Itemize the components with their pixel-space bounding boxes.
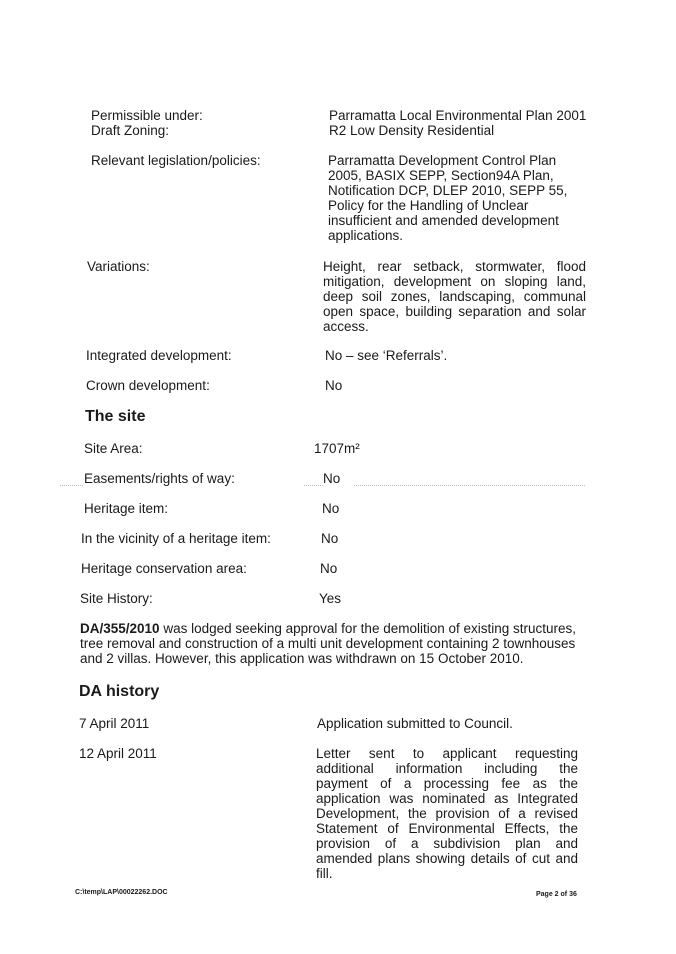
label-heritage-conservation: Heritage conservation area: bbox=[81, 561, 247, 576]
label-relevant-legislation: Relevant legislation/policies: bbox=[91, 153, 261, 168]
site-history-text: was lodged seeking approval for the demolition of existing structures, tree removal and construction of a multi unit development containing 2 townhouses and 2 villas. However, this application was withdrawn on 15 October 2010. bbox=[80, 621, 577, 666]
label-integrated-development: Integrated development: bbox=[86, 348, 232, 363]
value-draft-zoning: R2 Low Density Residential bbox=[329, 123, 495, 138]
footer-file-path: C:\temp\LAP\00022262.DOC bbox=[75, 889, 168, 896]
label-heritage-item: Heritage item: bbox=[84, 501, 169, 516]
value-easements: No bbox=[323, 471, 353, 486]
value-crown-development: No bbox=[325, 378, 343, 393]
da-history-date-1: 7 April 2011 bbox=[79, 716, 150, 731]
value-relevant-legislation: Parramatta Development Control Plan 2005, BASIX SEPP, Section94A Plan, Notification DCP, DLEP 2010, SEPP 55, Policy for the Handling of Unclear insufficient and amended development applications. bbox=[328, 153, 568, 243]
value-site-area: 1707m² bbox=[314, 441, 360, 456]
footer-page-number: Page 2 of 36 bbox=[536, 891, 577, 898]
label-permissible-under: Permissible under: bbox=[91, 108, 203, 123]
label-variations: Variations: bbox=[87, 259, 150, 274]
value-heritage-item: No bbox=[322, 501, 340, 516]
label-draft-zoning: Draft Zoning: bbox=[91, 123, 170, 138]
value-vicinity-heritage: No bbox=[321, 531, 339, 546]
label-easements: Easements/rights of way: bbox=[84, 471, 304, 486]
value-permissible-under: Parramatta Local Environmental Plan 2001 bbox=[329, 108, 587, 123]
site-history-ref: DA/355/2010 bbox=[80, 621, 160, 636]
site-heading: The site bbox=[85, 408, 146, 425]
label-site-area: Site Area: bbox=[84, 441, 143, 456]
site-history-paragraph bbox=[80, 621, 586, 666]
value-variations: Height, rear setback, stormwater, flood mitigation, development on sloping land, deep soil zones, landscaping, communal open space, building separation and solar access. bbox=[323, 259, 586, 334]
label-vicinity-heritage: In the vicinity of a heritage item: bbox=[81, 531, 271, 546]
value-site-history: Yes bbox=[319, 591, 342, 606]
value-integrated-development: No – see ‘Referrals’. bbox=[325, 348, 448, 363]
label-site-history: Site History: bbox=[80, 591, 153, 606]
da-history-date-2: 12 April 2011 bbox=[79, 746, 157, 761]
da-history-text-2: Letter sent to applicant requesting additional information including the payment of a processing fee as the application was nominated as Integrated Development, the provision of a revised Statement of Environmental Effects, the provision of a subdivision plan and amended plans showing details of cut and fill. bbox=[316, 746, 578, 881]
label-crown-development: Crown development: bbox=[86, 378, 210, 393]
value-heritage-conservation: No bbox=[320, 561, 338, 576]
da-history-text-1: Application submitted to Council. bbox=[317, 716, 513, 731]
da-history-heading: DA history bbox=[79, 683, 160, 700]
